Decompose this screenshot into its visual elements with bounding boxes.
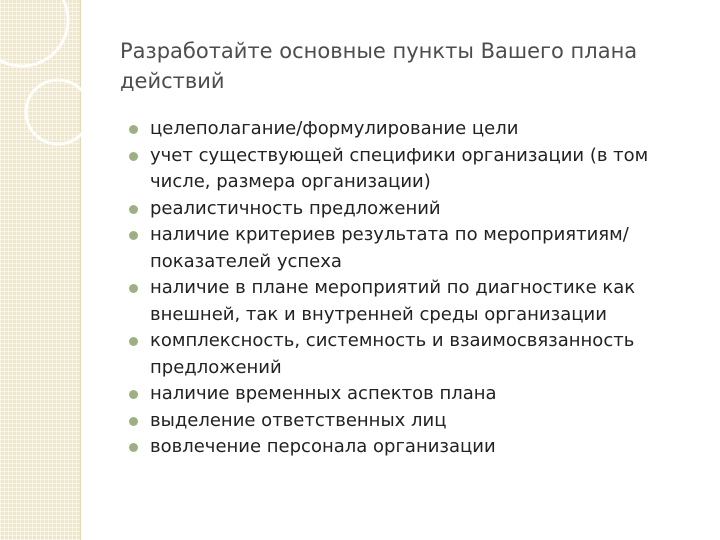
bullet-text: комплексность, системность и взаимосвязанность предложений	[150, 330, 635, 378]
bullet-text: наличие критериев результата по мероприятиям/показателей успеха	[150, 224, 629, 272]
bullet-text: наличие в плане мероприятий по диагностике как внешней, так и внутренней среды организации	[150, 277, 636, 325]
bullet-dot-icon	[129, 125, 138, 134]
bullet-text: целеполагание/формулирование цели	[150, 118, 519, 139]
bullet-item	[126, 222, 706, 275]
bullet-item	[126, 408, 706, 435]
bullet-item	[126, 275, 706, 328]
bullet-dot-icon	[129, 390, 138, 399]
bullet-text: вовлечение персонала организации	[150, 436, 496, 457]
bullet-dot-icon	[129, 443, 138, 452]
bullet-dot-icon	[129, 284, 138, 293]
decorative-circles-icon	[0, 0, 120, 160]
bullet-dot-icon	[129, 152, 138, 161]
bullet-item	[126, 196, 706, 223]
bullet-text: учет существующей специфики организации (в том числе, размера организации)	[150, 144, 649, 192]
bullet-dot-icon	[129, 205, 138, 214]
bullet-item	[126, 116, 706, 143]
bullet-item	[126, 143, 706, 196]
bullet-item	[126, 328, 706, 381]
bullet-dot-icon	[129, 337, 138, 346]
bullet-list	[126, 116, 706, 461]
bullet-text: выделение ответственных лиц	[150, 409, 447, 431]
bullet-dot-icon	[129, 417, 138, 426]
bullet-text: реалистичность предложений	[150, 197, 441, 219]
bullet-text: наличие временных аспектов плана	[150, 383, 497, 404]
slide-title: Разработайте основные пункты Вашего плана действий	[120, 39, 638, 93]
bullet-item	[126, 381, 706, 408]
bullet-item	[126, 434, 706, 461]
bullet-dot-icon	[129, 231, 138, 240]
